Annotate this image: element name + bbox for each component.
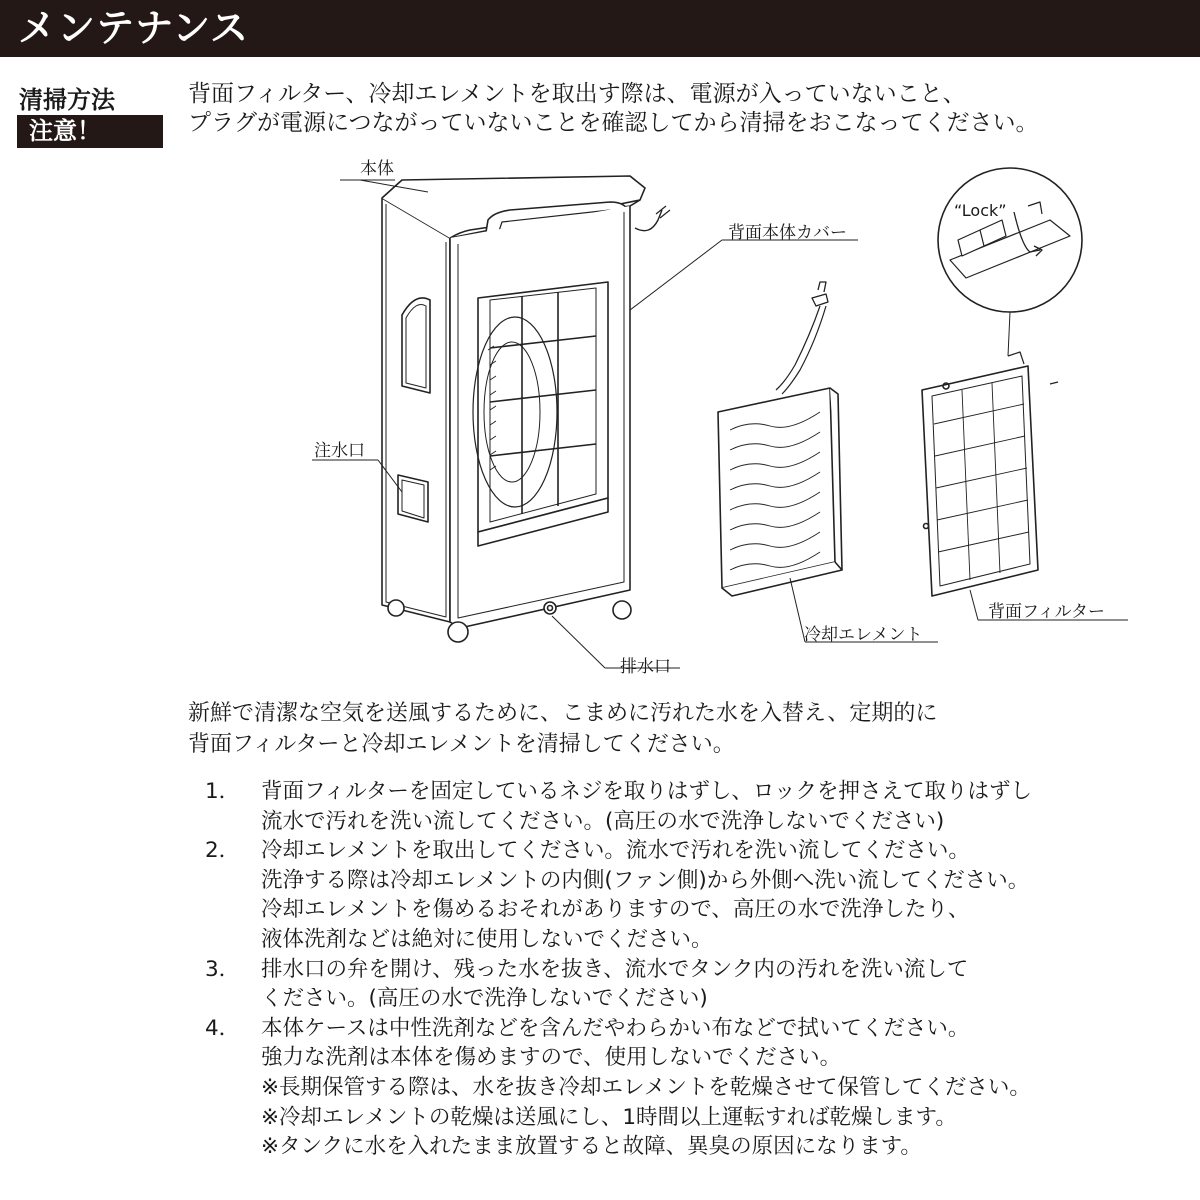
step-4 bbox=[205, 1014, 1032, 1162]
label-rear-cover: 背面本体カバー bbox=[728, 223, 847, 243]
step-line: 洗浄する際は冷却エレメントの内側(ファン側)から外側へ洗い流してください。 bbox=[261, 867, 1030, 893]
description-line: 新鮮で清潔な空気を送風するために、こまめに汚れた水を入替え、定期的に bbox=[188, 701, 938, 726]
step-line: ※長期保管する際は、水を抜き冷却エレメントを乾燥させて保管してください。 bbox=[261, 1074, 1031, 1100]
label-body: 本体 bbox=[360, 159, 394, 179]
section-label-cleaning-method: 清掃方法 bbox=[19, 86, 115, 114]
faucet-drawing bbox=[776, 282, 828, 394]
step-line: 冷却エレメントを傷めるおそれがありますので、高圧の水で洗浄したり、 bbox=[261, 897, 970, 923]
step-line: 背面フィルターを固定しているネジを取りはずし、ロックを押さえて取りはずし bbox=[261, 779, 1032, 804]
step-line: ください。(高圧の水で洗浄しないでください) bbox=[261, 986, 708, 1012]
intro-line: 背面フィルター、冷却エレメントを取出す際は、電源が入っていないこと、 bbox=[188, 81, 966, 107]
label-lock: “Lock” bbox=[954, 201, 1007, 220]
step-line: 排水口の弁を開け、残った水を抜き、流水でタンク内の汚れを洗い流して bbox=[261, 956, 969, 982]
label-water-inlet: 注水口 bbox=[314, 441, 365, 461]
cleaning-steps-list bbox=[205, 777, 1032, 1162]
label-rear-filter: 背面フィルター bbox=[988, 602, 1105, 622]
lock-detail-drawing bbox=[938, 168, 1082, 356]
step-3 bbox=[205, 955, 1032, 1014]
step-1 bbox=[205, 777, 1032, 836]
step-line: ※冷却エレメントの乾燥は送風にし、1時間以上運転すれば乾燥します。 bbox=[261, 1104, 957, 1130]
label-cooling-element: 冷却エレメント bbox=[804, 625, 923, 645]
label-drain: 排水口 bbox=[620, 657, 671, 677]
step-line: 液体洗剤などは絶対に使用しないでください。 bbox=[261, 926, 713, 952]
step-line: 冷却エレメントを取出してください。流水で汚れを洗い流してください。 bbox=[261, 838, 970, 864]
step-line: 本体ケースは中性洗剤などを含んだやわらかい布などで拭いてください。 bbox=[261, 1015, 970, 1041]
description-line: 背面フィルターと冷却エレメントを清掃してください。 bbox=[188, 732, 735, 757]
step-number: 2． bbox=[205, 838, 241, 864]
step-number: 4． bbox=[205, 1015, 241, 1041]
page-title: メンテナンス bbox=[18, 6, 249, 50]
step-2 bbox=[205, 836, 1032, 954]
maintenance-diagram bbox=[290, 150, 1190, 690]
intro-line: プラグが電源につながっていないことを確認してから清掃をおこなってください。 bbox=[188, 110, 1039, 136]
warning-badge: 注意！ bbox=[17, 115, 163, 148]
step-number: 3． bbox=[205, 956, 241, 982]
step-line: 流水で汚れを洗い流してください。(高圧の水で洗浄しないでください) bbox=[261, 808, 945, 834]
cooling-element-drawing bbox=[718, 388, 842, 596]
intro-text bbox=[188, 80, 1188, 138]
description-text bbox=[188, 698, 937, 760]
page-header bbox=[0, 0, 1200, 57]
step-number: 1． bbox=[205, 779, 241, 804]
step-line: 強力な洗剤は本体を傷めますので、使用しないでください。 bbox=[261, 1045, 842, 1071]
step-line: ※タンクに水を入れたまま放置すると故障、異臭の原因になります。 bbox=[261, 1134, 922, 1160]
cooler-unit-drawing bbox=[382, 176, 670, 642]
rear-filter-drawing bbox=[922, 352, 1058, 596]
